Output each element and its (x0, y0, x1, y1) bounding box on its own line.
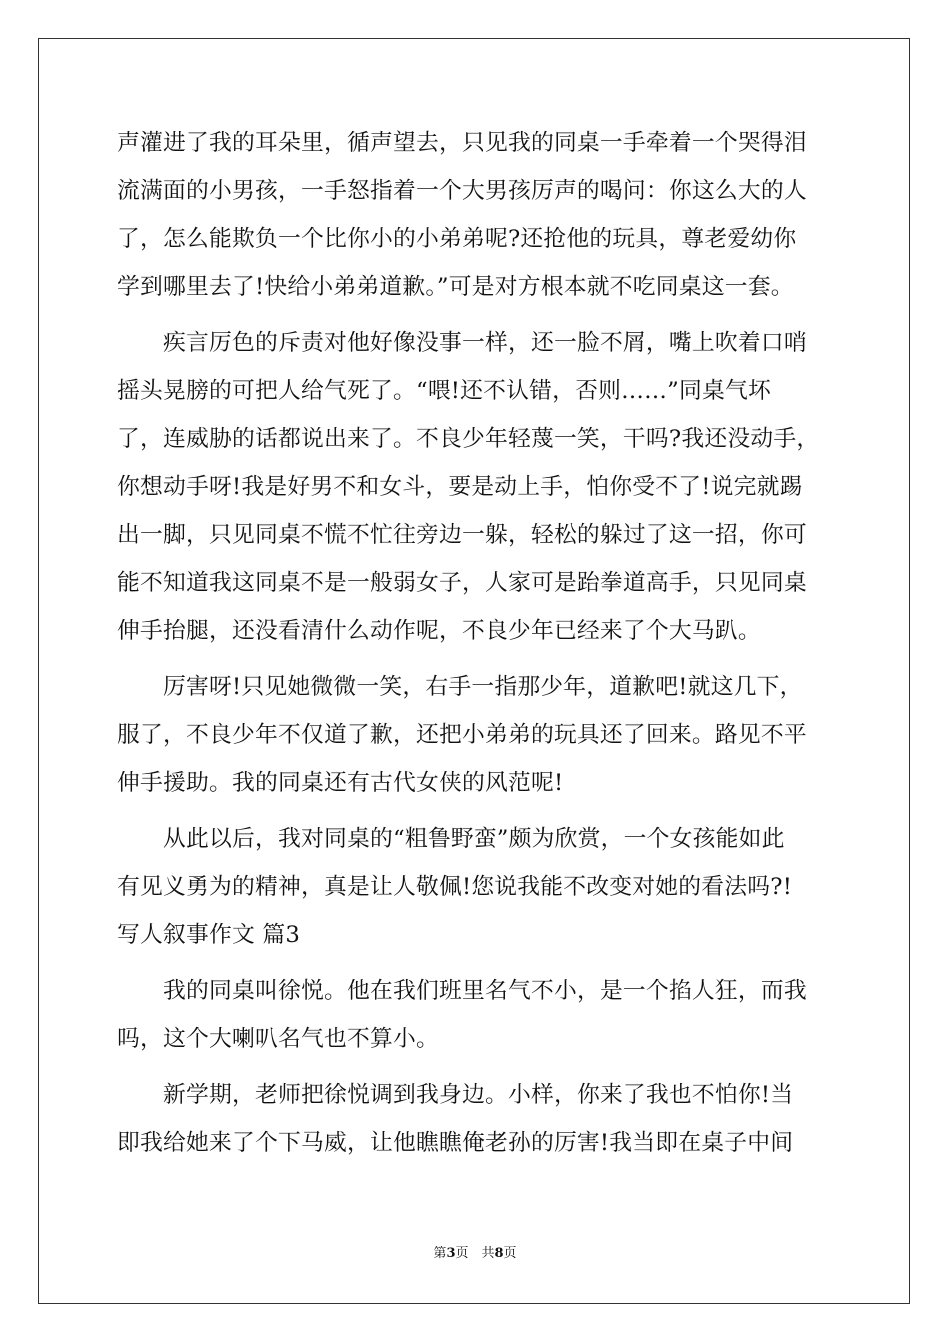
text-line: 了，怎么能欺负一个比你小的小弟弟呢?还抢他的玩具，尊老爱幼你 (117, 226, 797, 252)
text-line: 吗，这个大喇叭名气也不算小。 (117, 1026, 439, 1052)
footer-total-pages: 8 (494, 1246, 504, 1261)
footer-prefix: 第 (433, 1246, 447, 1261)
text-line: 伸手抬腿，还没看清什么动作呢，不良少年已经来了个大马趴。 (117, 618, 761, 644)
text-line: 你想动手呀!我是好男不和女斗，要是动上手，怕你受不了!说完就踢 (117, 474, 803, 500)
text-line: 出一脚，只见同桌不慌不忙往旁边一躲，轻松的躲过了这一招，你可 (117, 522, 807, 548)
page-footer (0, 1246, 950, 1262)
section-heading: 写人叙事作文 篇3 (117, 922, 301, 948)
paragraph-start-line: 我的同桌叫徐悦。他在我们班里名气不小，是一个掐人狂，而我 (163, 978, 807, 1004)
footer-mid: 页 共 (455, 1246, 495, 1261)
text-line: 了，连威胁的话都说出来了。不良少年轻蔑一笑，干吗?我还没动手， (117, 426, 820, 452)
paragraph-start-line: 厉害呀!只见她微微一笑，右手一指那少年，道歉吧!就这几下， (163, 674, 803, 700)
text-line: 流满面的小男孩，一手怒指着一个大男孩厉声的喝问：你这么大的人 (117, 178, 807, 204)
footer-current-page: 3 (446, 1246, 456, 1261)
text-line: 即我给她来了个下马威，让他瞧瞧俺老孙的厉害!我当即在桌子中间 (117, 1130, 794, 1156)
text-line: 摇头晃膀的可把人给气死了。“喂!还不认错，否则……”同桌气坏 (117, 378, 771, 404)
footer-suffix: 页 (503, 1246, 517, 1261)
text-line: 有见义勇为的精神，真是让人敬佩!您说我能不改变对她的看法吗?! (117, 874, 793, 900)
paragraph-start-line: 从此以后，我对同桌的“粗鲁野蛮”颇为欣赏，一个女孩能如此 (163, 826, 785, 852)
text-line: 伸手援助。我的同桌还有古代女侠的风范呢! (117, 770, 564, 796)
paragraph-start-line: 疾言厉色的斥责对他好像没事一样，还一脸不屑，嘴上吹着口哨 (163, 330, 807, 356)
text-line: 学到哪里去了!快给小弟弟道歉。”可是对方根本就不吃同桌这一套。 (117, 274, 794, 300)
paragraph-start-line: 新学期，老师把徐悦调到我身边。小样，你来了我也不怕你!当 (163, 1082, 794, 1108)
text-line: 能不知道我这同桌不是一般弱女子，人家可是跆拳道高手，只见同桌 (117, 570, 807, 596)
text-line: 声灌进了我的耳朵里，循声望去，只见我的同桌一手牵着一个哭得泪 (117, 130, 807, 156)
text-line: 服了，不良少年不仅道了歉，还把小弟弟的玩具还了回来。路见不平 (117, 722, 807, 748)
